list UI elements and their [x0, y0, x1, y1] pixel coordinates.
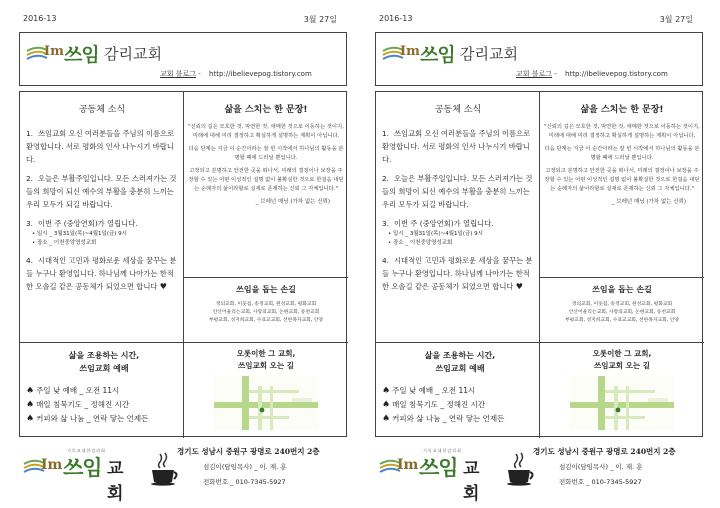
issue-date: 3월 27일 — [303, 15, 337, 24]
worship-item: ♠ 커피와 삶 나눔 _ 연락 닿는 언제든 — [382, 414, 505, 424]
blog-url[interactable]: http://ibelievepog.tistory.com — [565, 70, 668, 78]
coffee-cup-icon — [505, 452, 535, 486]
phone-number[interactable]: 전화번호 _ 010-7345-5927 — [559, 478, 642, 486]
logo-ssuim: 쓰임 — [420, 44, 455, 66]
spade-icon: ♠ — [26, 400, 35, 410]
logo-ssuim: 쓰임 — [64, 44, 99, 66]
divider — [539, 342, 540, 438]
directions-title: 오롯이한 그 교회, 쓰임교회 오는 길 — [592, 349, 652, 370]
bulletin-page-left — [15, 0, 357, 508]
blog-separator: - — [554, 70, 557, 78]
directions-map — [570, 376, 674, 430]
community-news — [26, 98, 178, 299]
content-frame — [19, 91, 347, 437]
directions-map — [214, 376, 318, 430]
daily-verse — [544, 98, 700, 212]
blog-label[interactable]: 교회 블로그 — [516, 70, 553, 78]
divider — [539, 92, 540, 342]
issue-number: 2016-13 — [379, 14, 413, 23]
masthead — [19, 32, 347, 86]
divider — [183, 342, 184, 438]
worship-title: 삶을 조용하는 시간, — [424, 351, 496, 360]
pastor-name: 섬김이(담임목사) _ 이. 재. 훈 — [559, 463, 643, 471]
spade-icon: ♠ — [26, 386, 35, 396]
supporters-line: 안산어울리는교회, 사랑의교회, 논현교회, 동천교회 — [568, 310, 676, 315]
news-detail-place: • 장소 _ 이천중앙영성교회 — [32, 240, 97, 246]
verse-title: 삶을 스치는 한 문장! — [224, 105, 308, 115]
verse-source: _ 브레넌 매닝 (가차 없는 신뢰) — [611, 199, 686, 206]
pastor-name: 섬김이(담임목사) _ 이. 재. 훈 — [203, 463, 287, 471]
verse-source: _ 브레넌 매닝 (가차 없는 신뢰) — [255, 199, 330, 206]
blog-url[interactable]: http://ibelievepog.tistory.com — [209, 70, 312, 78]
news-detail-time: • 일시 _ 3월31일(목)~4월1일(금) 9시 — [388, 231, 483, 237]
community-news — [382, 98, 534, 299]
supporters-line: 정의교회, 이웃집, 송정교회, 원성교회, 평화교회 — [215, 302, 317, 307]
daily-verse — [188, 98, 344, 212]
logo-church: 감리교회 — [460, 45, 518, 63]
news-item: 3. 이번 주 (중앙연회)가 열립니다. • 일시 _ 3월31일(목)~4월1일(금) 9시 • 장소 _ 이천중앙영성교회 — [382, 217, 534, 248]
heart-icon: ♥ — [515, 282, 523, 291]
divider — [376, 342, 704, 343]
phone-number[interactable]: 전화번호 _ 010-7345-5927 — [203, 478, 286, 486]
worship-times — [382, 346, 538, 426]
blog-separator: - — [198, 70, 201, 78]
supporters — [188, 280, 344, 325]
community-news-title: 공동체 소식 — [78, 105, 126, 115]
news-item: 1. 쓰임교회 오신 여러분들을 주님의 이름으로 환영합니다. 서로 평화의 인사 나누시기 바랍니다. — [26, 129, 175, 164]
footer — [375, 442, 703, 502]
blog-label[interactable]: 교회 블로그 — [160, 70, 197, 78]
verse-paragraph: 고정되고 분명하고 안전한 곳을 떠나서, 미래의 결정이나 보장을 주장할 수 있는 어떤 이성적인 설명 없이 불확실한 것으로 한걸음 내딛는 순례자의 삶이라할로 실재로 존재하는 신뢰 그 자체입니다." — [544, 168, 700, 192]
supporters-line: 정의교회, 이웃집, 송정교회, 원성교회, 평화교회 — [571, 302, 673, 307]
news-item: 1. 쓰임교회 오신 여러분들을 주님의 이름으로 환영합니다. 서로 평화의 인사 나누시기 바랍니다. — [382, 129, 531, 164]
supporters — [544, 280, 700, 325]
logo-church: 감리교회 — [104, 45, 162, 63]
worship-item: ♠ 주일 낮 예배 _ 오전 11시 — [382, 386, 476, 396]
verse-paragraph: "신뢰의 길은 모호한 것, 막연한 것, 애매한 것으로 이동하는 것이지, 미래에 대해 미리 결정하고 확실하게 설명하는 계획이 아닙니다. — [188, 124, 344, 139]
logo-church: 교회 — [107, 459, 124, 504]
church-logo — [382, 41, 542, 67]
logo-im: Im — [44, 44, 64, 59]
worship-times — [26, 346, 182, 426]
divider — [183, 277, 348, 278]
verse-paragraph: "신뢰의 길은 모호한 것, 막연한 것, 애매한 것으로 이동하는 것이지, 미래에 대해 미리 결정하고 확실하게 설명하는 계획이 아닙니다. — [544, 124, 700, 139]
verse-paragraph: 고정되고 분명하고 안전한 곳을 떠나서, 미래의 결정이나 보장을 주장할 수 있는 어떤 이성적인 설명 없이 불확실한 것으로 한걸음 내딛는 순례자의 삶이라할로 실재로 존재하는 신뢰 그 자체입니다." — [188, 168, 344, 192]
content-frame — [375, 91, 703, 437]
spade-icon: ♠ — [382, 414, 391, 424]
supporters-title: 쓰임을 돕는 손길 — [236, 285, 296, 294]
logo-im: Im — [397, 457, 419, 473]
worship-item: ♠ 커피와 삶 나눔 _ 연락 닿는 언제든 — [26, 414, 149, 424]
heart-icon: ♥ — [159, 282, 167, 291]
bulletin-page-right — [371, 0, 713, 508]
community-news-title: 공동체 소식 — [434, 105, 482, 115]
footer-logo — [379, 448, 489, 504]
blog-line — [160, 69, 312, 79]
worship-item: ♠ 주일 낮 예배 _ 오전 11시 — [26, 386, 120, 396]
masthead — [375, 32, 703, 86]
news-detail-time: • 일시 _ 3월31일(목)~4월1일(금) 9시 — [32, 231, 127, 237]
worship-item: ♠ 매일 침묵기도 _ 정해진 시간 — [26, 400, 130, 410]
worship-title: 삶을 조용하는 시간, — [68, 351, 140, 360]
verse-paragraph: 다음 단계는 지금 이 순간이라는 잘 빈 시작에서 하나님의 활동을 분명할 때에 드러날 뿐입니다. — [544, 146, 700, 161]
directions-title: 오롯이한 그 교회, 쓰임교회 오는 길 — [236, 349, 296, 370]
news-item: 3. 이번 주 (중앙연회)가 열립니다. • 일시 _ 3월31일(목)~4월1일(금) 9시 • 장소 _ 이천중앙영성교회 — [26, 217, 178, 248]
news-item: 4. 시대적인 고민과 평화로운 세상을 꿈꾸는 분들 누구나 환영입니다. 하나님께 나아가는 한적한 오솔길 같은 공동체가 되었으면 합니다 ♥ — [26, 256, 177, 291]
verse-title: 삶을 스치는 한 문장! — [580, 105, 664, 115]
news-item: 2. 오늘은 부활주일입니다. 모든 스러져가는 것들의 희망이 되신 예수의 부활을 충분히 느끼는 우리 모두가 되길 바랍니다. — [26, 174, 177, 209]
spade-icon: ♠ — [382, 386, 391, 396]
supporters-title: 쓰임을 돕는 손길 — [592, 285, 652, 294]
supporters-line: 안산어울리는교회, 사랑의교회, 논현교회, 동천교회 — [212, 310, 320, 315]
news-item: 4. 시대적인 고민과 평화로운 세상을 꿈꾸는 분들 누구나 환영입니다. 하나님께 나아가는 한적한 오솔길 같은 공동체가 되었으면 합니다 ♥ — [382, 256, 533, 291]
footer-denomination: 기독교대한감리회 — [67, 448, 106, 453]
logo-ssuim: 쓰임 — [419, 456, 458, 480]
issue-date: 3월 27일 — [659, 15, 693, 24]
supporters-line: 부평교회, 성지희교회, 수표교교회, 선한목자교회, 안양 — [564, 318, 680, 323]
logo-im: Im — [400, 44, 420, 59]
spade-icon: ♠ — [26, 414, 35, 424]
footer — [19, 442, 347, 502]
coffee-cup-icon — [149, 452, 179, 486]
blog-line — [516, 69, 668, 79]
church-address: 경기도 성남시 중원구 광명로 240번지 2층 — [177, 447, 320, 456]
church-address: 경기도 성남시 중원구 광명로 240번지 2층 — [533, 447, 676, 456]
directions — [544, 346, 700, 434]
logo-church: 교회 — [463, 459, 480, 504]
church-logo — [26, 41, 186, 67]
worship-subtitle: 쓰임교회 예배 — [79, 364, 129, 373]
divider — [20, 342, 348, 343]
footer-denomination: 기독교대한감리회 — [423, 448, 462, 453]
divider — [183, 92, 184, 342]
spade-icon: ♠ — [382, 400, 391, 410]
news-detail-place: • 장소 _ 이천중앙영성교회 — [388, 240, 453, 246]
worship-item: ♠ 매일 침묵기도 _ 정해진 시간 — [382, 400, 486, 410]
worship-subtitle: 쓰임교회 예배 — [435, 364, 485, 373]
directions — [188, 346, 344, 434]
footer-logo — [23, 448, 133, 504]
supporters-line: 부평교회, 성지희교회, 수표교교회, 선한목자교회, 안양 — [208, 318, 324, 323]
logo-im: Im — [41, 457, 63, 473]
divider — [539, 277, 704, 278]
logo-ssuim: 쓰임 — [63, 456, 102, 480]
verse-paragraph: 다음 단계는 지금 이 순간이라는 잘 빈 시작에서 하나님의 활동을 분명할 때에 드러날 뿐입니다. — [188, 146, 344, 161]
issue-number: 2016-13 — [23, 14, 57, 23]
news-item: 2. 오늘은 부활주일입니다. 모든 스러져가는 것들의 희망이 되신 예수의 부활을 충분히 느끼는 우리 모두가 되길 바랍니다. — [382, 174, 533, 209]
